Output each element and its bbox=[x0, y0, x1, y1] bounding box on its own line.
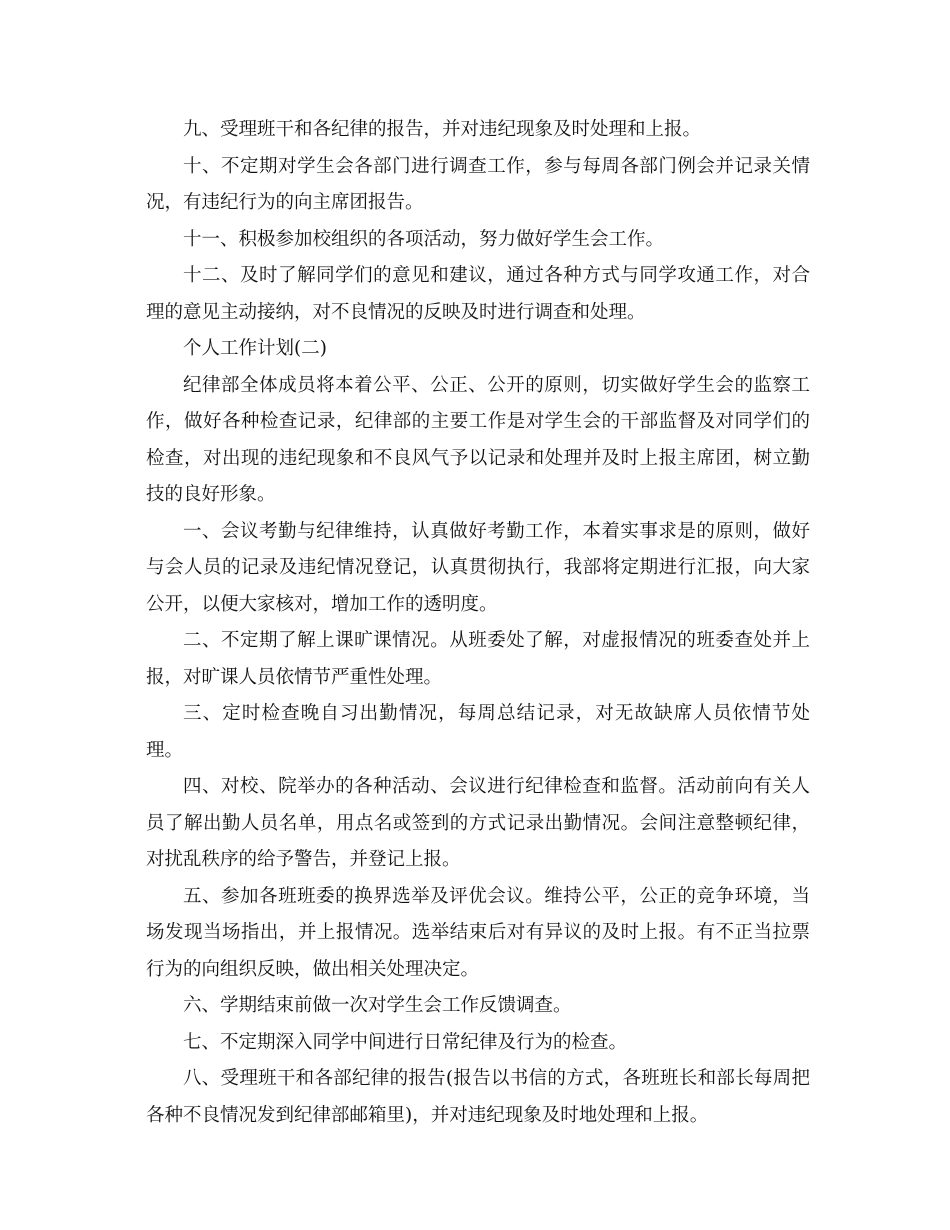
paragraph-item-11-activities: 十一、积极参加校组织的各项活动，努力做好学生会工作。 bbox=[183, 228, 665, 250]
paragraph-item-8-reports: 八、受理班干和各部纪律的报告(报告以书信的方式，各班班长和部长每周把各种不良情况发到纪律部邮箱里)，并对违纪现象及时地处理和上报。 bbox=[146, 1068, 810, 1126]
paragraph-item-10-inspection: 十、不定期对学生会各部门进行调查工作，参与每周各部门例会并记录关情况，有违纪行为的向主席团报告。 bbox=[146, 155, 810, 213]
paragraph-item-3-evening-study: 三、定时检查晚自习出勤情况，每周总结记录，对无故缺席人员依情节处理。 bbox=[146, 703, 810, 761]
paragraph-intro: 纪律部全体成员将本着公平、公正、公开的原则，切实做好学生会的监察工作，做好各种检查记录，纪律部的主要工作是对学生会的干部监督及对同学们的检查，对出现的违纪现象和不良风气予以记录和处理并及时上报主席团，树立勤技的良好形象。 bbox=[146, 374, 810, 505]
paragraph-item-7-checks: 七、不定期深入同学中间进行日常纪律及行为的检查。 bbox=[183, 1031, 628, 1053]
section-heading: 个人工作计划(二) bbox=[183, 338, 327, 359]
paragraph-item-9-report: 九、受理班干和各纪律的报告，并对违纪现象及时处理和上报。 bbox=[183, 119, 702, 140]
paragraph-item-4-events: 四、对校、院举办的各种活动、会议进行纪律检查和监督。活动前向有关人员了解出勤人员名单，用点名或签到的方式记录出勤情况。会间注意整顿纪律，对扰乱秩序的给予警告，并登记上报。 bbox=[146, 776, 810, 870]
paragraph-item-5-elections: 五、参加各班班委的换界选举及评优会议。维持公平，公正的竞争环境，当场发现当场指出，并上报情况。选举结束后对有异议的及时上报。有不正当拉票行为的向组织反映，做出相关处理决定。 bbox=[146, 885, 810, 980]
paragraph-item-6-survey: 六、学期结束前做一次对学生会工作反馈调查。 bbox=[183, 995, 572, 1016]
paragraph-item-2-absence: 二、不定期了解上课旷课情况。从班委处了解，对虚报情况的班委查处并上报，对旷课人员依情节严重性处理。 bbox=[146, 630, 810, 688]
paragraph-item-1-attendance: 一、会议考勤与纪律维持，认真做好考勤工作，本着实事求是的原则，做好与会人员的记录及违纪情况登记，认真贯彻执行，我部将定期进行汇报，向大家公开，以便大家核对，增加工作的透明度。 bbox=[146, 520, 810, 615]
document-body bbox=[146, 112, 810, 1134]
paragraph-item-12-feedback: 十二、及时了解同学们的意见和建议，通过各种方式与同学攻通工作，对合理的意见主动接纳，对不良情况的反映及时进行调查和处理。 bbox=[146, 265, 810, 323]
